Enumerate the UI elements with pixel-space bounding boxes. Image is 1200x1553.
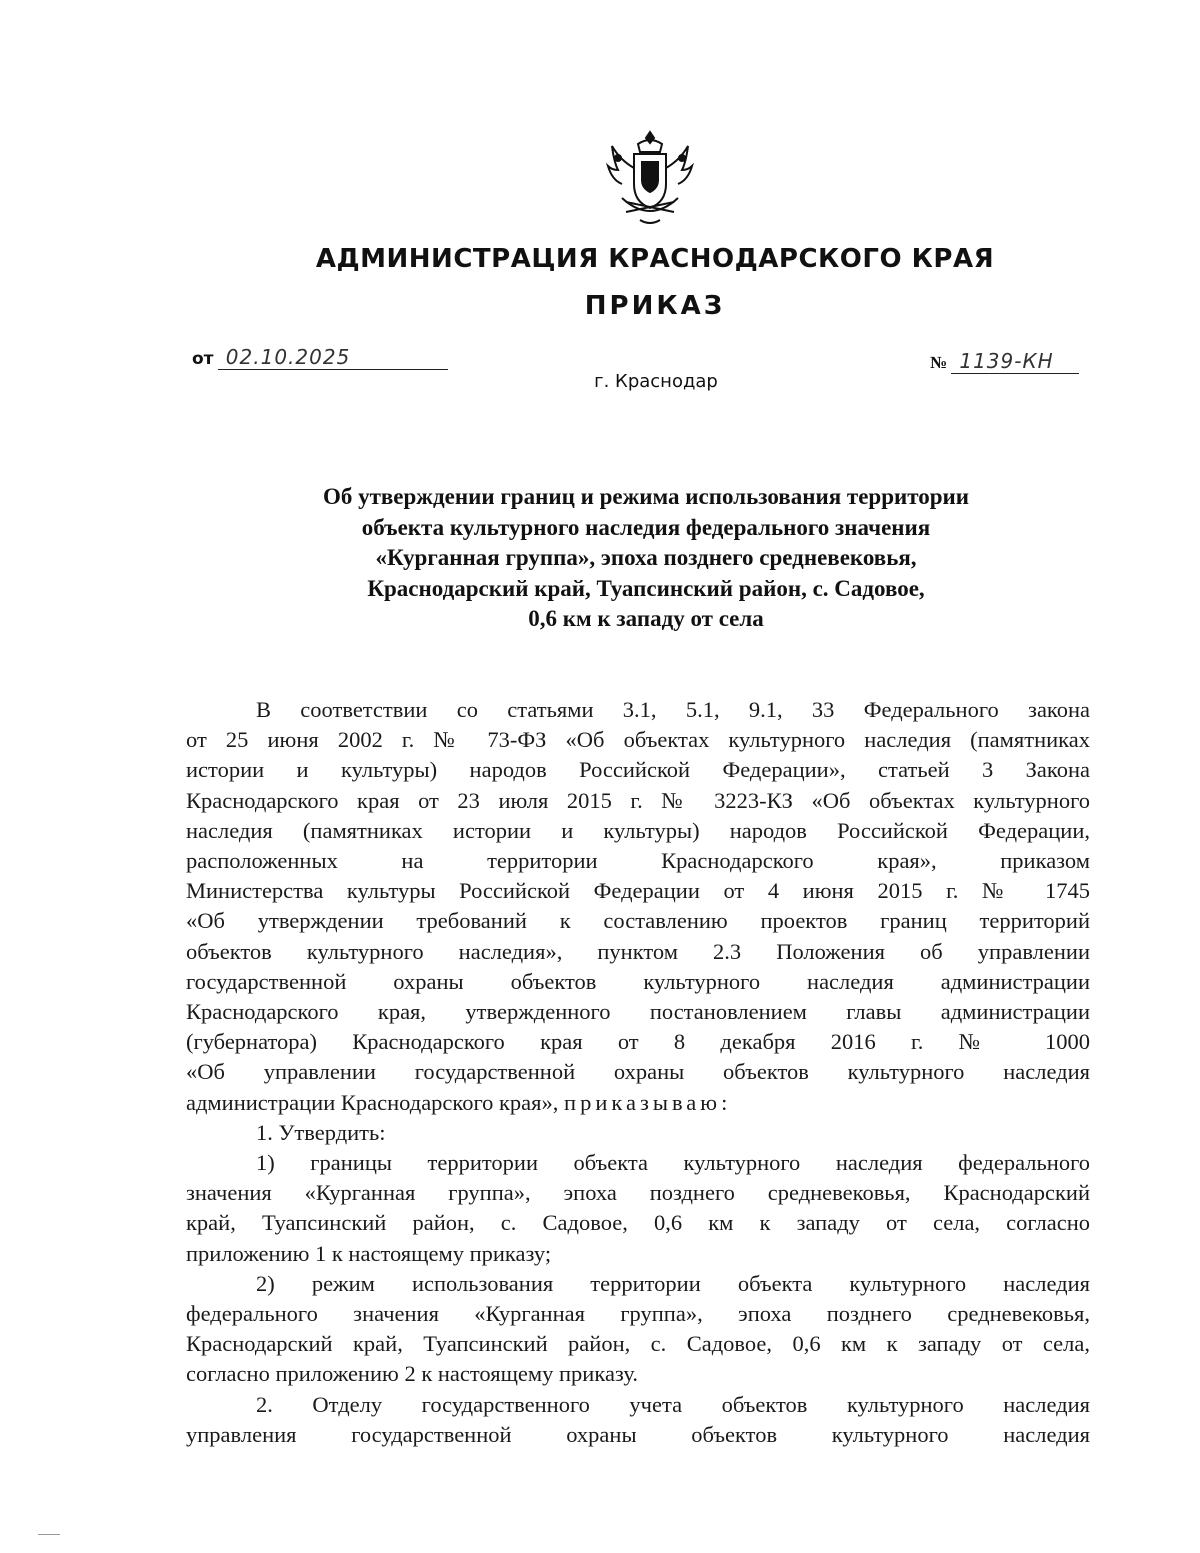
body-line: Краснодарского края от 23 июля 2015 г. № 3223-КЗ «Об объектах культурного bbox=[186, 787, 1090, 813]
body-line: управления государственной охраны объектов культурного наследия bbox=[186, 1421, 1090, 1447]
body-line bbox=[186, 1088, 1090, 1118]
body-line: 2. Отделу государственного учета объектов культурного наследия bbox=[256, 1391, 1090, 1417]
scan-mark bbox=[38, 1534, 60, 1535]
order-keyword: приказываю: bbox=[564, 1089, 732, 1115]
body-line: истории и культуры) народов Российской Федерации», статьей 3 Закона bbox=[186, 757, 1090, 783]
city: г. Краснодар bbox=[594, 371, 718, 392]
body-line: объектов культурного наследия», пунктом 2.3 Положения об управлении bbox=[186, 938, 1090, 964]
body-line: Краснодарского края, утвержденного постановлением главы администрации bbox=[186, 999, 1090, 1025]
body-line: расположенных на территории Краснодарского края», приказом bbox=[186, 848, 1090, 874]
number-value: 1139-КН bbox=[951, 349, 1079, 374]
body-line: Краснодарский край, Туапсинский район, с. Садовое, 0,6 км к западу от села, bbox=[186, 1331, 1090, 1357]
body-line: 1) границы территории объекта культурного наследия федерального bbox=[256, 1150, 1090, 1176]
body-line: «Об управлении государственной охраны объектов культурного наследия bbox=[186, 1059, 1090, 1085]
body-line: наследия (памятниках истории и культуры) народов Российской Федерации, bbox=[186, 817, 1090, 843]
body-line: согласно приложению 2 к настоящему приказу. bbox=[186, 1361, 638, 1387]
body-text: администрации Краснодарского края», bbox=[186, 1089, 559, 1115]
title-line: объекта культурного наследия федерального значения bbox=[361, 514, 931, 540]
title-line: Об утверждении границ и режима использования территории bbox=[322, 484, 970, 509]
body-line: 2) режим использования территории объекта культурного наследия bbox=[256, 1270, 1090, 1296]
body-line: значения «Курганная группа», эпоха позднего средневековья, Краснодарский bbox=[186, 1180, 1090, 1206]
body-line: «Об утверждении требований к составлению проектов границ территорий bbox=[186, 908, 1090, 934]
date-field bbox=[192, 345, 448, 370]
body-line: государственной охраны объектов культурного наследия администрации bbox=[186, 968, 1090, 994]
title-line: 0,6 км к западу от села bbox=[528, 606, 764, 631]
body-line: В соответствии со статьями 3.1, 5.1, 9.1, 33 Федерального закона bbox=[256, 697, 1090, 722]
title-line: Краснодарский край, Туапсинский район, с. Садовое, bbox=[367, 575, 925, 601]
document-body bbox=[186, 695, 1090, 1450]
body-line: федерального значения «Курганная группа», эпоха позднего средневековья, bbox=[186, 1301, 1090, 1327]
date-label: от bbox=[192, 349, 214, 369]
body-line: приложению 1 к настоящему приказу; bbox=[186, 1240, 552, 1266]
body-line: 1. Утвердить: bbox=[256, 1119, 386, 1145]
body-line: от 25 июня 2002 г. № 73-ФЗ «Об объектах культурного наследия (памятниках bbox=[186, 727, 1090, 753]
coat-of-arms-emblem bbox=[604, 128, 696, 230]
organization-name: АДМИНИСТРАЦИЯ КРАСНОДАРСКОГО КРАЯ bbox=[315, 244, 995, 274]
title-line: «Курганная группа», эпоха позднего средневековья, bbox=[375, 545, 917, 570]
number-label: № bbox=[930, 353, 948, 372]
body-line: Министерства культуры Российской Федерации от 4 июня 2015 г. № 1745 bbox=[186, 878, 1090, 904]
document-title bbox=[180, 482, 1112, 635]
document-type: ПРИКАЗ bbox=[584, 291, 726, 321]
date-value: 02.10.2025 bbox=[218, 345, 448, 370]
body-line: (губернатора) Краснодарского края от 8 декабря 2016 г. № 1000 bbox=[186, 1029, 1090, 1055]
body-line: край, Туапсинский район, с. Садовое, 0,6 км к западу от села, согласно bbox=[186, 1210, 1090, 1236]
